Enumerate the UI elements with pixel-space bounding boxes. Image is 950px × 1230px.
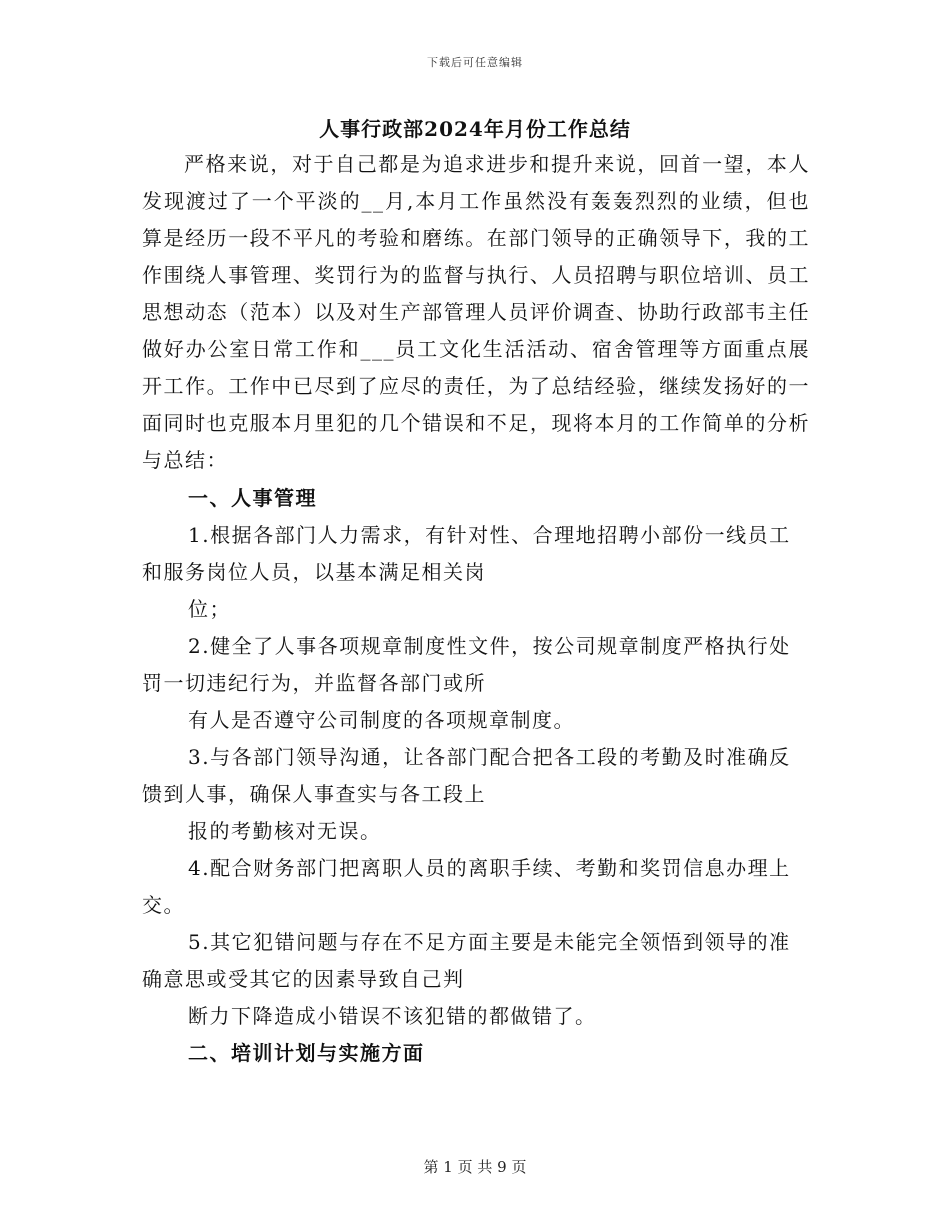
page-footer: 第 1 页 共 9 页	[423, 1158, 527, 1176]
section-heading-personnel: 一、人事管理	[188, 486, 317, 510]
list-item-4-line-1: 4.配合财务部门把离职人员的离职手续、考勤和奖罚信息办理上	[188, 856, 791, 880]
section-heading-training: 二、培训计划与实施方面	[188, 1041, 425, 1065]
list-item-3-line-1: 3.与各部门领导沟通，让各部门配合把各工段的考勤及时准确反	[188, 745, 791, 769]
list-item-1-line-2: 和服务岗位人员，以基本满足相关岗	[142, 560, 486, 584]
list-item-2-line-1: 2.健全了人事各项规章制度性文件，按公司规章制度严格执行处	[188, 634, 791, 658]
list-item-2-line-2: 罚一切违纪行为，并监督各部门或所	[142, 671, 486, 695]
header-note: 下载后可任意编辑	[427, 56, 523, 69]
intro-paragraph: 严格来说，对于自己都是为追求进步和提升来说，回首一望，本人发现渡过了一个平淡的__月,本月工作虽然没有轰轰烈烈的业绩，但也算是经历一段不平凡的考验和磨练。在部门领导的正确领导下，我的工作围绕人事管理、奖罚行为的监督与执行、人员招聘与职位培训、员工思想动态（范本）以及对生产部管理人员评价调查、协助行政部韦主任做好办公室日常工作和___员工文化生活活动、宿舍管理等方面重点展开工作。工作中已尽到了应尽的责任，为了总结经验，继续发扬好的一面同时也克服本月里犯的几个错误和不足，现将本月的工作简单的分析与总结：	[142, 152, 810, 472]
list-item-5-line-3: 断力下降造成小错误不该犯错的都做错了。	[188, 1004, 597, 1028]
list-item-3-line-2: 馈到人事，确保人事查实与各工段上	[142, 782, 486, 806]
list-item-5-line-2: 确意思或受其它的因素导致自己判	[142, 967, 465, 991]
list-item-1-line-3: 位；	[188, 597, 231, 621]
list-item-5-line-1: 5.其它犯错问题与存在不足方面主要是未能完全领悟到领导的准	[188, 930, 791, 954]
list-item-1-line-1: 1.根据各部门人力需求，有针对性、合理地招聘小部份一线员工	[188, 523, 791, 547]
document-title: 人事行政部2024年月份工作总结	[319, 117, 631, 141]
list-item-4-line-2: 交。	[142, 893, 185, 917]
list-item-2-line-3: 有人是否遵守公司制度的各项规章制度。	[188, 708, 575, 732]
list-item-3-line-3: 报的考勤核对无误。	[188, 819, 382, 843]
